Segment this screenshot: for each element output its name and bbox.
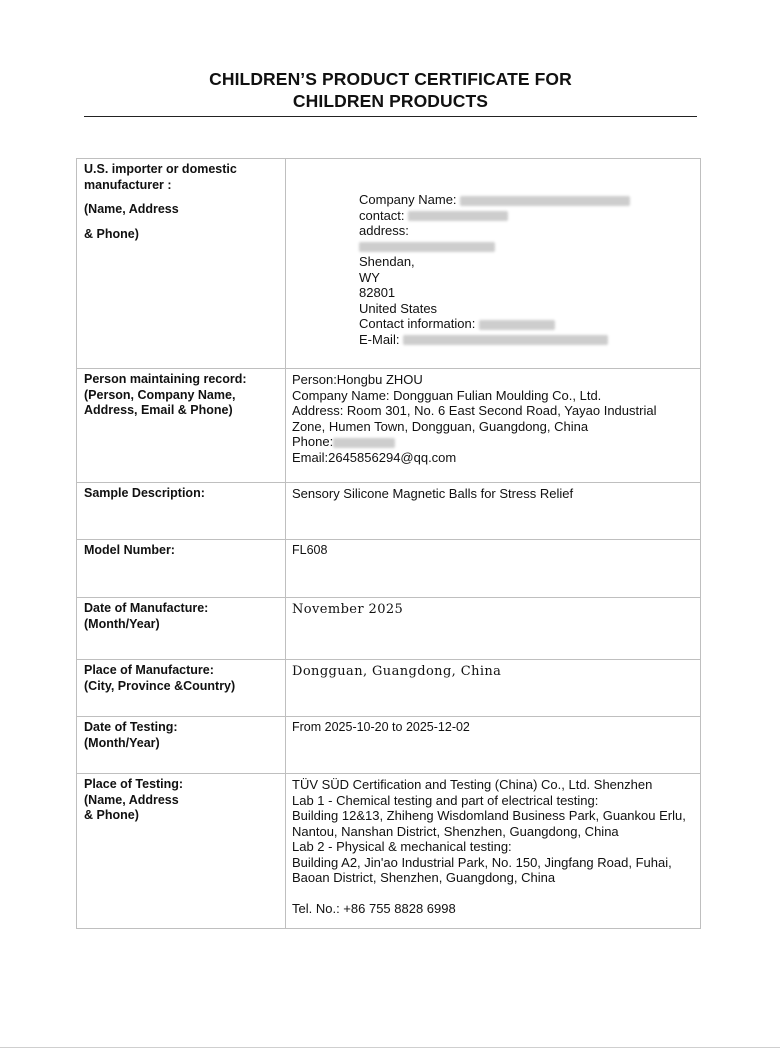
model-label: Model Number: [77,540,286,598]
page-bottom-divider [0,1047,780,1048]
testing-place-label [77,774,286,929]
record-keeper-label [77,369,286,483]
record-keeper-phone-label: Phone: [292,434,334,449]
company-name-label: Company Name: [359,192,457,207]
testing-date-value [286,717,701,774]
model-number: FL608 [292,543,328,557]
record-keeper-label-line: (Person, Company Name, [84,387,236,402]
importer-label-line: & Phone) [84,226,139,241]
testing-date: From 2025-10-20 to 2025-12-02 [292,720,470,734]
manufacture-place-label-line: (City, Province &Country) [84,678,236,693]
record-keeper-address-line: Address: Room 301, No. 6 East Second Road, Yayao Industrial [292,403,657,418]
testing-lab-name: TÜV SÜD Certification and Testing (China) Co., Ltd. Shenzhen [292,777,653,792]
importer-state: WY [359,269,380,285]
testing-lab-line: Building A2, Jin'ao Industrial Park, No. 150, Jingfang Road, Fuhai, [292,854,672,870]
importer-zip: 82801 [359,285,396,300]
table-row-manufacture-place [77,660,701,717]
manufacture-date-value [286,598,701,660]
manufacture-date-label-line: (Month/Year) [84,616,160,631]
title-line-1: CHILDREN’S PRODUCT CERTIFICATE FOR [209,69,572,89]
testing-place-label-line: Place of Testing: [84,777,184,791]
table-row-testing-place [77,774,701,929]
address-label: address: [359,223,409,238]
testing-place-label-line: (Name, Address [84,792,179,807]
testing-date-label-line: Date of Testing: [84,720,178,734]
table-row-importer [77,159,701,369]
redacted-contact-info [479,320,555,330]
importer-value [286,159,701,369]
testing-lab-line: Baoan District, Shenzhen, Guangdong, China [292,870,556,885]
testing-place-label-line: & Phone) [84,808,139,822]
record-keeper-person: Person:Hongbu ZHOU [292,372,423,387]
record-keeper-email: Email:2645856294@qq.com [292,449,457,465]
table-row-model [77,540,701,598]
record-keeper-value [286,369,701,483]
manufacture-place: Dongguan, Guangdong, China [292,664,502,679]
table-row-record-keeper [77,369,701,483]
testing-lab-phone: Tel. No.: +86 755 8828 6998 [292,900,456,916]
sample-value: Sensory Silicone Magnetic Balls for Stress Relief [286,483,701,540]
redacted-phone [333,438,395,448]
contact-info-label: Contact information: [359,316,476,331]
manufacture-place-label [77,660,286,717]
email-label: E-Mail: [359,331,400,347]
testing-lab-line: Nantou, Nanshan District, Shenzhen, Guangdong, China [292,823,619,839]
manufacture-place-label-line: Place of Manufacture: [84,663,214,677]
record-keeper-address-line: Zone, Humen Town, Dongguan, Guangdong, China [292,418,589,434]
importer-country: United States [359,300,438,316]
title-line-2: CHILDREN PRODUCTS [292,91,489,111]
manufacture-date: November 2025 [292,602,404,617]
redacted-contact [408,211,508,221]
record-keeper-label-line: Person maintaining record: [84,372,247,386]
manufacture-date-label-line: Date of Manufacture: [84,601,209,615]
testing-date-label [77,717,286,774]
importer-label-line: (Name, Address [84,202,179,216]
redacted-email [403,335,608,345]
testing-lab-line: Lab 1 - Chemical testing and part of electrical testing: [292,792,599,808]
testing-lab-line: Lab 2 - Physical & mechanical testing: [292,839,512,854]
testing-place-value [286,774,701,929]
model-value [286,540,701,598]
manufacture-place-value [286,660,701,717]
testing-date-label-line: (Month/Year) [84,735,160,750]
certificate-table [76,158,701,929]
importer-city: Shendan, [359,254,415,269]
table-row-manufacture-date [77,598,701,660]
redacted-company-name [460,196,630,206]
testing-lab-line: Building 12&13, Zhiheng Wisdomland Business Park, Guankou Erlu, [292,808,686,823]
manufacture-date-label [77,598,286,660]
importer-label-line: U.S. importer or domestic [84,162,237,176]
redacted-street-address [359,242,495,252]
record-keeper-label-line: Address, Email & Phone) [84,403,233,417]
importer-label-line: manufacturer : [84,177,172,192]
record-keeper-company: Company Name: Dongguan Fulian Moulding Co., Ltd. [292,387,602,403]
title-divider [84,116,697,117]
contact-label: contact: [359,207,405,223]
table-row-sample [77,483,701,540]
sample-label: Sample Description: [77,483,286,540]
importer-label [77,159,286,369]
document-title [84,68,697,112]
table-row-testing-date [77,717,701,774]
